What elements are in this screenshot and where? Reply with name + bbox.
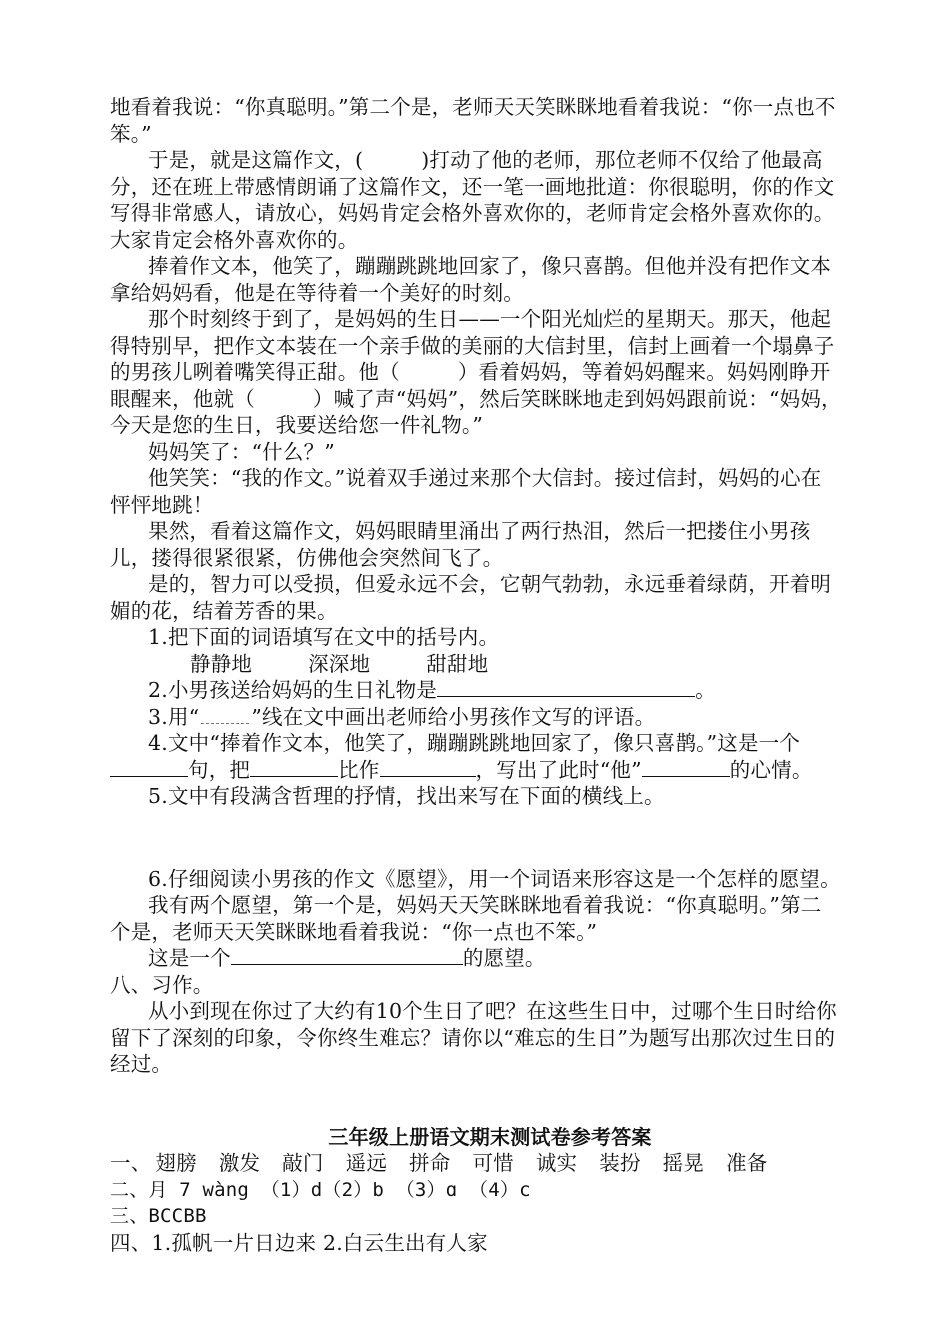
composition-prompt: 从小到现在你过了大约有10个生日了吧？在这些生日中，过哪个生日时给你留下了深刻的印象，令你终生难忘？请你以“难忘的生日”为题写出那次过生日的经过。 [110,999,837,1076]
answer-3: 三、BCCBB [110,1205,207,1227]
question-6: 6.仔细阅读小男孩的作文《愿望》，用一个词语来形容这是一个怎样的愿望。 [148,866,841,891]
word-option: 甜甜地 [426,651,489,676]
question-1-word-bank [110,651,842,678]
word-option: 深深地 [308,651,371,676]
answer-line[interactable] [642,758,730,777]
question-2: 2.小男孩送给妈妈的生日礼物是 。 [148,678,716,702]
passage-paragraph-7: 果然，看着这篇作文，妈妈眼睛里涌出了两行热泪，然后一把搂住小男孩儿，搂得很紧很紧，仿佛他会突然间飞了。 [110,519,811,570]
passage-paragraph-4: 那个时刻终于到了，是妈妈的生日——一个阳光灿烂的星期天。那天，他起得特别早，把作文本装在一个亲手做的美丽的大信封里，信封上画着一个塌鼻子的男孩儿咧着嘴笑得正甜。他（ ）看着妈妈，等着妈妈醒来。妈妈刚睁开眼醒来，他就（ ）喊了声“妈妈”，然后笑眯眯地走到妈妈跟前说：“妈妈，今天是您的生日，我要送给您一件礼物。” [110,307,842,437]
question-6-quote: 我有两个愿望，第一个是，妈妈天天笑眯眯地看着我说：“你真聪明。”第二个是，老师天天笑眯眯地看着我说：“你一点也不笨。” [110,893,822,944]
exam-page [110,94,842,1256]
answer-1: 一、 翅膀 激发 敲门 遥远 拼命 可惜 诚实 装扮 摇晃 准备 [110,1151,768,1175]
passage-paragraph-2: 于是，就是这篇作文，( )打动了他的老师，那位老师不仅给了他最高分，还在班上带感情朗诵了这篇作文，还一笔一画地批道：你很聪明，你的作文写得非常感人，请放心，妈妈肯定会格外喜欢你的，老师肯定会格外喜欢你的。大家肯定会格外喜欢你的。 [110,148,835,252]
answer-line[interactable] [250,758,338,777]
answer-line[interactable] [110,758,188,777]
answer-key-title: 三年级上册语文期末测试卷参考答案 [328,1124,652,1149]
answer-2: 二、月 7 wàng （1）d（2）b （3）ɑ （4）c [110,1178,531,1201]
passage-paragraph-1: 地看着我说：“你真聪明。”第二个是，老师天天笑眯眯地看着我说：“你一点也不笨。” [110,95,836,146]
question-5: 5.文中有段满含哲理的抒情，找出来写在下面的横线上。 [148,784,665,808]
question-3: 3.用“ ”线在文中画出老师给小男孩作文写的评语。 [148,704,656,729]
answer-line[interactable] [231,946,463,965]
passage-paragraph-5: 妈妈笑了：“什么？” [148,439,335,464]
wavy-line-mark [201,709,249,724]
answer-space[interactable] [110,810,842,866]
passage-paragraph-8: 是的，智力可以受损，但爱永远不会，它朝气勃勃，永远垂着绿荫，开着明媚的花，结着芳香的果。 [110,572,832,623]
question-1: 1.把下面的词语填写在文中的括号内。 [148,625,500,649]
question-4: 4.文中“捧着作文本，他笑了，蹦蹦跳跳地回家了，像只喜鹊。”这是一个 句，把 比作 ，写出了此时“他” 的心情。 [110,730,842,783]
passage-paragraph-6: 他笑笑：“我的作文。”说着双手递过来那个大信封。接过信封，妈妈的心在怦怦地跳！ [110,466,822,517]
word-option: 静静地 [190,651,253,676]
passage-paragraph-3: 捧着作文本，他笑了，蹦蹦跳跳地回家了，像只喜鹊。但他并没有把作文本拿给妈妈看，他是在等待着一个美好的时刻。 [110,254,832,305]
composition-heading: 八、习作。 [110,972,214,997]
answer-line[interactable] [437,678,695,697]
answer-4: 四、1.孤帆一片日边来 2.白云生出有人家 [110,1230,488,1255]
answer-line[interactable] [380,758,476,777]
question-6-fill: 这是一个 的愿望。 [148,946,546,970]
